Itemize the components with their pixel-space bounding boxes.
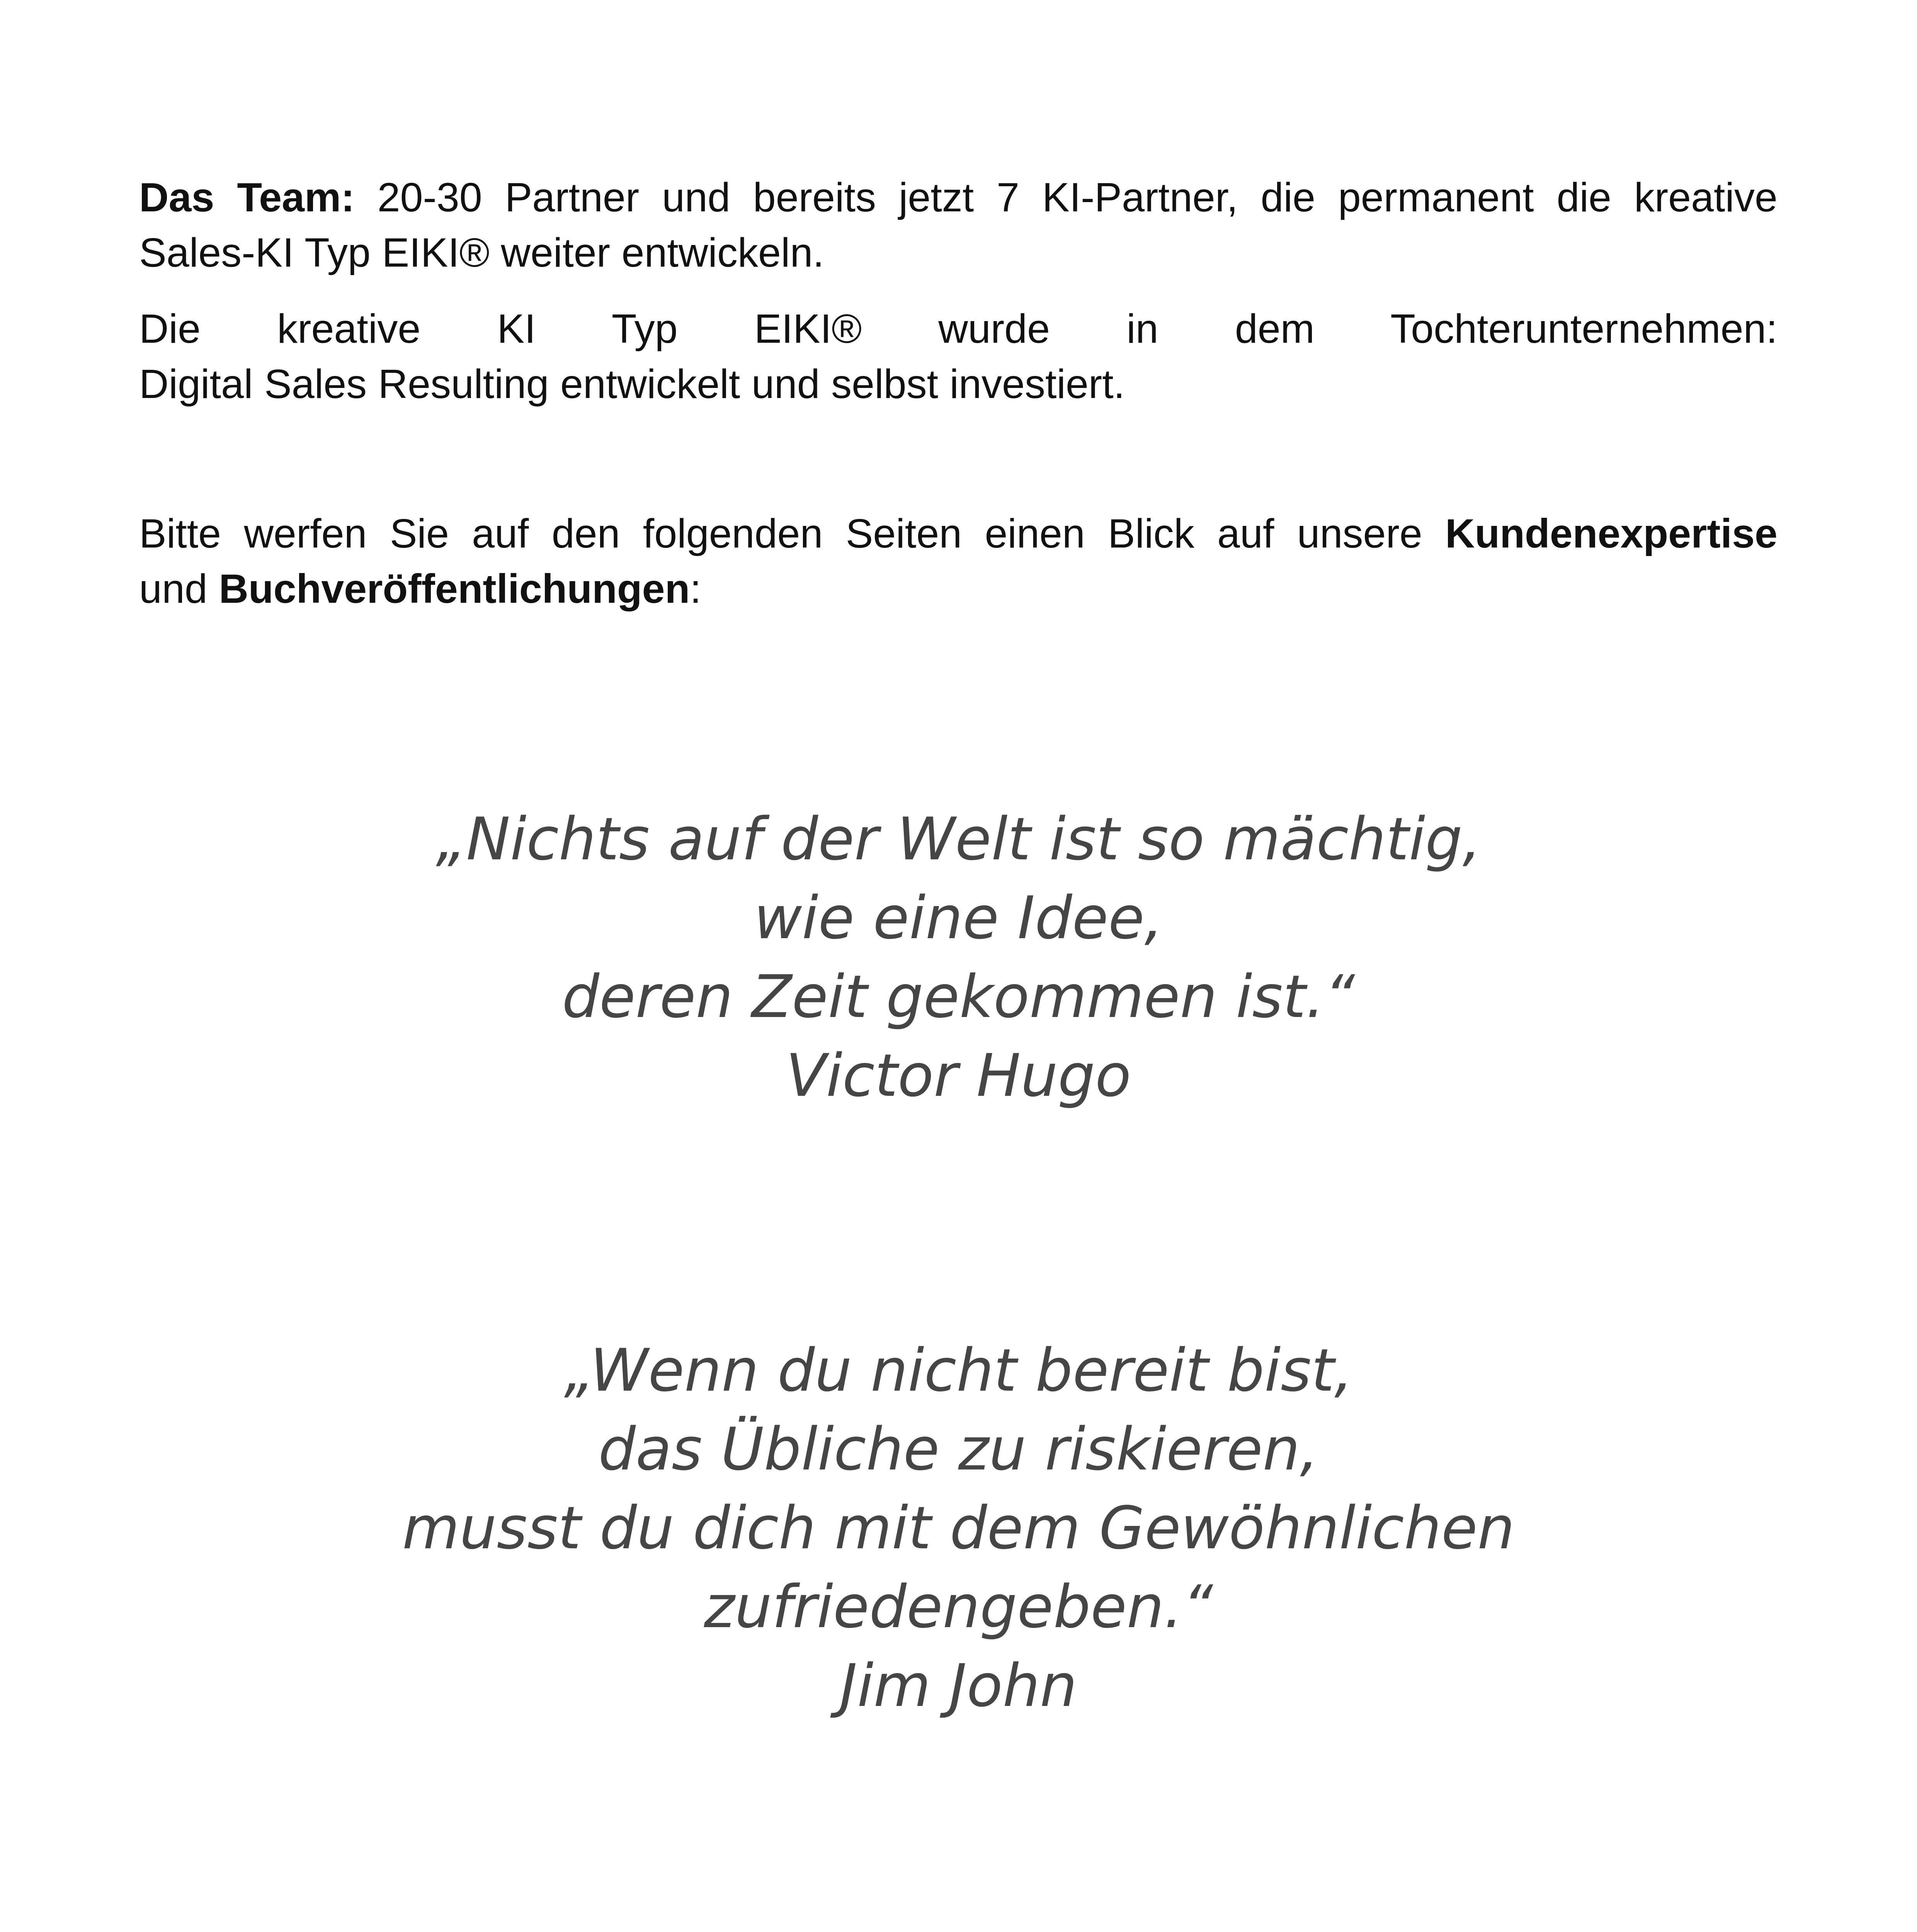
cta-line-1 (139, 506, 1778, 561)
quote-line: deren Zeit gekommen ist.“ (562, 963, 1355, 1031)
team-paragraph (139, 170, 1778, 281)
team-label: Das Team: (139, 175, 355, 220)
quote-block-1 (0, 800, 1917, 1115)
quote-line: „Nichts auf der Welt ist so mächtig, (435, 805, 1482, 873)
cta-bold-buchveroeffentlichungen: Buchveröffentlichungen (219, 566, 690, 612)
quote-line: das Übliche zu riskieren, (598, 1415, 1319, 1483)
cta-paragraph (139, 506, 1778, 617)
quote-line: „Wenn du nicht bereit bist, (564, 1336, 1353, 1405)
cta-text-1: Bitte werfen Sie auf den folgenden Seiten einen Blick auf unsere (139, 511, 1422, 556)
team-line-2: Sales-KI Typ EIKI® weiter entwickeln. (139, 230, 824, 276)
cta-bold-kundenexpertise: Kundenexpertise (1445, 511, 1778, 556)
team-line-1 (139, 170, 1778, 225)
quote-line: zufriedengeben.“ (704, 1573, 1213, 1641)
quote-author: Jim John (840, 1651, 1077, 1720)
quote-line: wie eine Idee, (754, 884, 1163, 952)
development-line-1: Die kreative KI Typ EIKI® wurde in dem Tochterunternehmen: (139, 306, 1778, 352)
team-text-1: 20-30 Partner und bereits jetzt 7 KI-Partner, die permanent die kreative (377, 175, 1778, 220)
cta-text-2: und (139, 566, 208, 612)
development-paragraph (139, 301, 1778, 412)
quote-line: musst du dich mit dem Gewöhnlichen (402, 1494, 1515, 1562)
development-line-2: Digital Sales Resulting entwickelt und selbst investiert. (139, 361, 1125, 407)
quote-author: Victor Hugo (786, 1041, 1131, 1110)
quote-block-2 (0, 1331, 1917, 1725)
cta-colon: : (690, 566, 701, 612)
cta-line-2 (139, 561, 1778, 617)
